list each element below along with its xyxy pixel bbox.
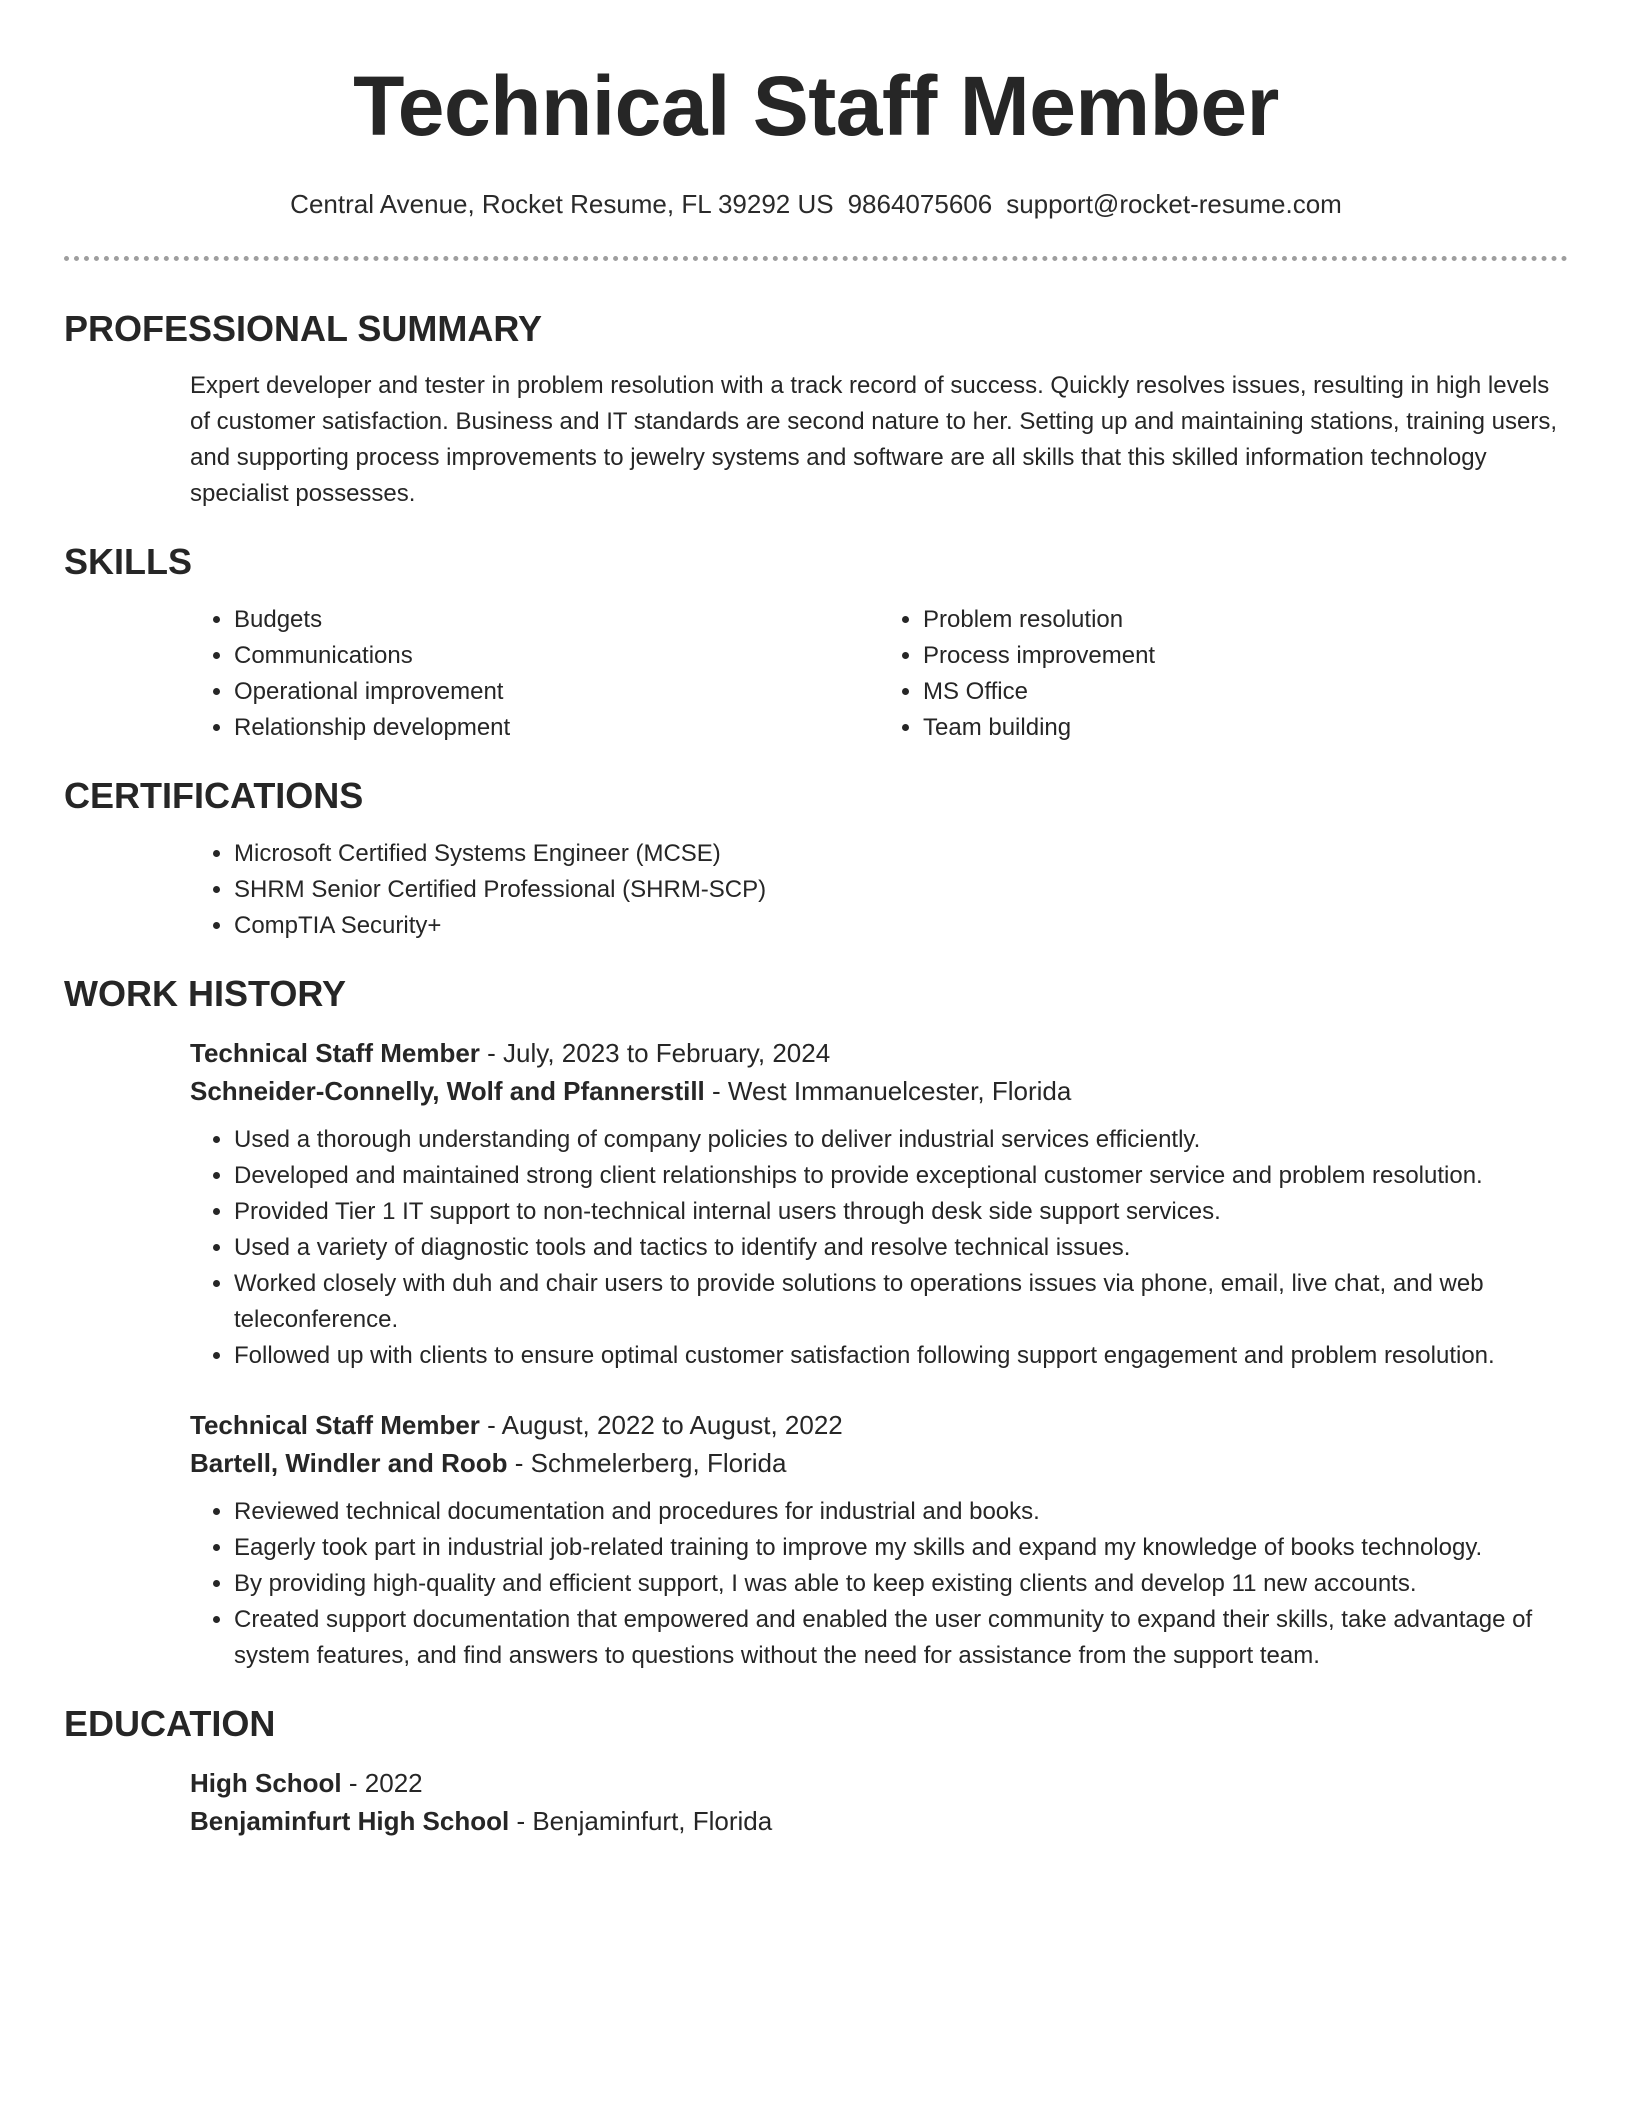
education-location: - Benjaminfurt, Florida bbox=[509, 1806, 773, 1836]
skills-list-left bbox=[190, 602, 879, 746]
education-school-line bbox=[190, 1802, 1568, 1840]
skill-item: • Relationship development bbox=[234, 710, 879, 746]
skill-item: • Process improvement bbox=[923, 638, 1568, 674]
job-bullet: • Used a thorough understanding of company policies to deliver industrial services efficiently. bbox=[234, 1122, 1568, 1158]
job-bullet: • Provided Tier 1 IT support to non-technical internal users through desk side support services. bbox=[234, 1194, 1568, 1230]
skill-item: • Operational improvement bbox=[234, 674, 879, 710]
job-bullet: • Developed and maintained strong client relationships to provide exceptional customer service and problem resolution. bbox=[234, 1158, 1568, 1194]
skill-item: • Problem resolution bbox=[923, 602, 1568, 638]
skill-item: • Budgets bbox=[234, 602, 879, 638]
job-title-line bbox=[190, 1034, 1568, 1072]
job-role: Technical Staff Member bbox=[190, 1038, 480, 1068]
skill-item: • Team building bbox=[923, 710, 1568, 746]
education-year: - 2022 bbox=[341, 1768, 423, 1798]
work-history-heading: WORK HISTORY bbox=[64, 973, 347, 1014]
resume-name: Technical Staff Member bbox=[353, 59, 1279, 153]
job-bullet: • Created support documentation that empowered and enabled the user community to expand their skills, take advantage of system features, and find answers to questions without the need for assistance from the support team. bbox=[234, 1602, 1568, 1674]
education-degree-line bbox=[190, 1764, 1568, 1802]
job-location: - West Immanuelcester, Florida bbox=[704, 1076, 1072, 1106]
job-bullet: • Eagerly took part in industrial job-related training to improve my skills and expand my knowledge of books technology. bbox=[234, 1530, 1568, 1566]
summary-text: Expert developer and tester in problem resolution with a track record of success. Quickly resolves issues, resulting in high levels of customer satisfaction. Business and IT standards are second nature to her. Setting up and maintaining stations, training users, and supporting process improvements to jewelry systems and software are all skills that this skilled information technology specialist possesses. bbox=[190, 372, 1558, 507]
education-school: Benjaminfurt High School bbox=[190, 1806, 510, 1836]
job-bullets bbox=[190, 1494, 1568, 1674]
job-company: Bartell, Windler and Roob bbox=[190, 1448, 508, 1478]
education-entry bbox=[64, 1764, 1568, 1840]
skill-item: • Communications bbox=[234, 638, 879, 674]
job-bullets bbox=[190, 1122, 1568, 1374]
summary-heading: PROFESSIONAL SUMMARY bbox=[64, 308, 543, 349]
job-title-line bbox=[190, 1406, 1568, 1444]
certification-item: • SHRM Senior Certified Professional (SHRM-SCP) bbox=[234, 872, 1568, 908]
skills-grid bbox=[190, 602, 1568, 746]
contact-phone: 9864075606 bbox=[847, 189, 993, 219]
job-bullet: • Followed up with clients to ensure optimal customer satisfaction following support engagement and problem resolution. bbox=[234, 1338, 1568, 1374]
job-dates: - July, 2023 to February, 2024 bbox=[479, 1038, 831, 1068]
header-divider bbox=[64, 256, 1568, 261]
certification-item: • Microsoft Certified Systems Engineer (MCSE) bbox=[234, 836, 1568, 872]
education-heading: EDUCATION bbox=[64, 1703, 276, 1744]
contact-email: support@rocket-resume.com bbox=[1006, 189, 1342, 219]
certifications-heading: CERTIFICATIONS bbox=[64, 775, 364, 816]
job-entry bbox=[64, 1034, 1568, 1374]
job-bullet: • Used a variety of diagnostic tools and tactics to identify and resolve technical issues. bbox=[234, 1230, 1568, 1266]
contact-address: Central Avenue, Rocket Resume, FL 39292 US bbox=[290, 189, 834, 219]
job-bullet: • Worked closely with duh and chair users to provide solutions to operations issues via phone, email, live chat, and web teleconference. bbox=[234, 1266, 1568, 1338]
job-bullet: • Reviewed technical documentation and procedures for industrial and books. bbox=[234, 1494, 1568, 1530]
certifications-section bbox=[64, 836, 1568, 944]
skill-item: • MS Office bbox=[923, 674, 1568, 710]
job-location: - Schmelerberg, Florida bbox=[507, 1448, 787, 1478]
certification-item: • CompTIA Security+ bbox=[234, 908, 1568, 944]
skills-heading: SKILLS bbox=[64, 541, 193, 582]
skills-section bbox=[64, 602, 1568, 746]
job-company-line bbox=[190, 1072, 1568, 1110]
contact-line bbox=[64, 186, 1568, 222]
job-role: Technical Staff Member bbox=[190, 1410, 480, 1440]
job-company-line bbox=[190, 1444, 1568, 1482]
job-company: Schneider-Connelly, Wolf and Pfannerstill bbox=[190, 1076, 705, 1106]
education-degree: High School bbox=[190, 1768, 342, 1798]
skills-list-right bbox=[879, 602, 1568, 746]
job-dates: - August, 2022 to August, 2022 bbox=[479, 1410, 843, 1440]
certifications-list bbox=[190, 836, 1568, 944]
job-entry bbox=[64, 1406, 1568, 1674]
summary-section bbox=[64, 368, 1568, 512]
job-bullet: • By providing high-quality and efficient support, I was able to keep existing clients and develop 11 new accounts. bbox=[234, 1566, 1568, 1602]
